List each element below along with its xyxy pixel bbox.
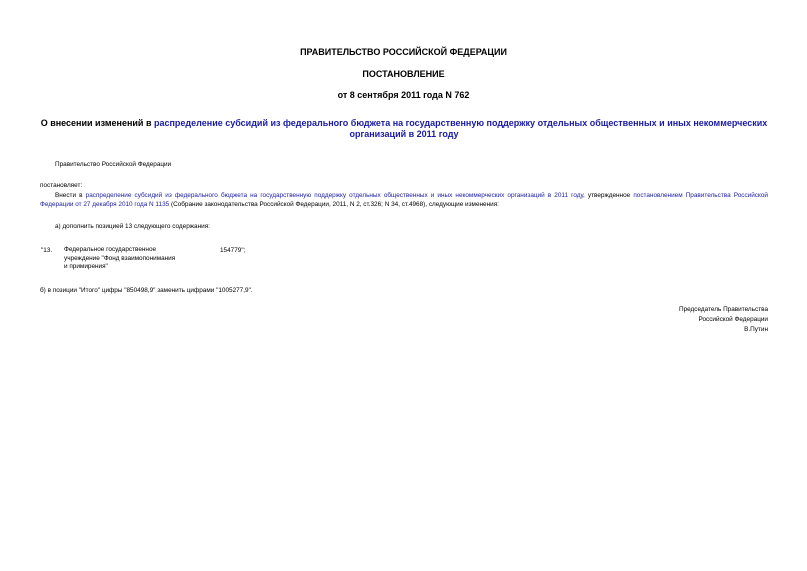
item-a: а) дополнить позицией 13 следующего содержания: (55, 223, 210, 230)
signature-block (679, 305, 768, 335)
intro-paragraph (40, 191, 768, 209)
signature-name: В.Путин (744, 326, 768, 333)
intro-suffix: (Собрание законодательства Российской Федерации, 2011, N 2, ст.326; N 34, ст.4968), следующие изменения: (169, 201, 499, 208)
document-title (40, 118, 768, 140)
intro-prefix: Внести в (55, 192, 86, 199)
intro-link-resolution[interactable]: постановлением Правительства Российской Федерации от 27 декабря 2010 года N 1135 (40, 192, 768, 208)
intro-middle: , утвержденное (583, 192, 634, 199)
intro-link-distribution[interactable]: распределение субсидий из федерального бюджета на государственную поддержку отдельных общественных и иных некоммерческих организаций в 2011 году (85, 192, 584, 199)
date-number-heading: от 8 сентября 2011 года N 762 (337, 90, 470, 100)
government-heading: ПРАВИТЕЛЬСТВО РОССИЙСКОЙ ФЕДЕРАЦИИ (300, 47, 507, 57)
title-prefix: О внесении изменений в (40, 118, 154, 128)
doc-type-heading: ПОСТАНОВЛЕНИЕ (362, 69, 445, 79)
position-number: "13. (41, 247, 53, 254)
position-name: Федеральное государственное учреждение "Фонд взаимопонимания и примирения" (64, 246, 176, 270)
title-link[interactable]: распределение субсидий из федерального бюджета на государственную поддержку отдельных общественных и иных некоммерческих организаций в 2011 году (153, 118, 768, 139)
resolves-line: постановляет: (40, 182, 83, 189)
signature-title-line1: Председатель Правительства (679, 306, 768, 313)
position-value: 154779"; (220, 247, 246, 254)
item-b: б) в позиции "Итого" цифры "850498,9" заменить цифрами "1005277,9". (40, 287, 253, 294)
government-line: Правительство Российской Федерации (55, 161, 172, 168)
signature-title-line2: Российской Федерации (698, 316, 768, 323)
